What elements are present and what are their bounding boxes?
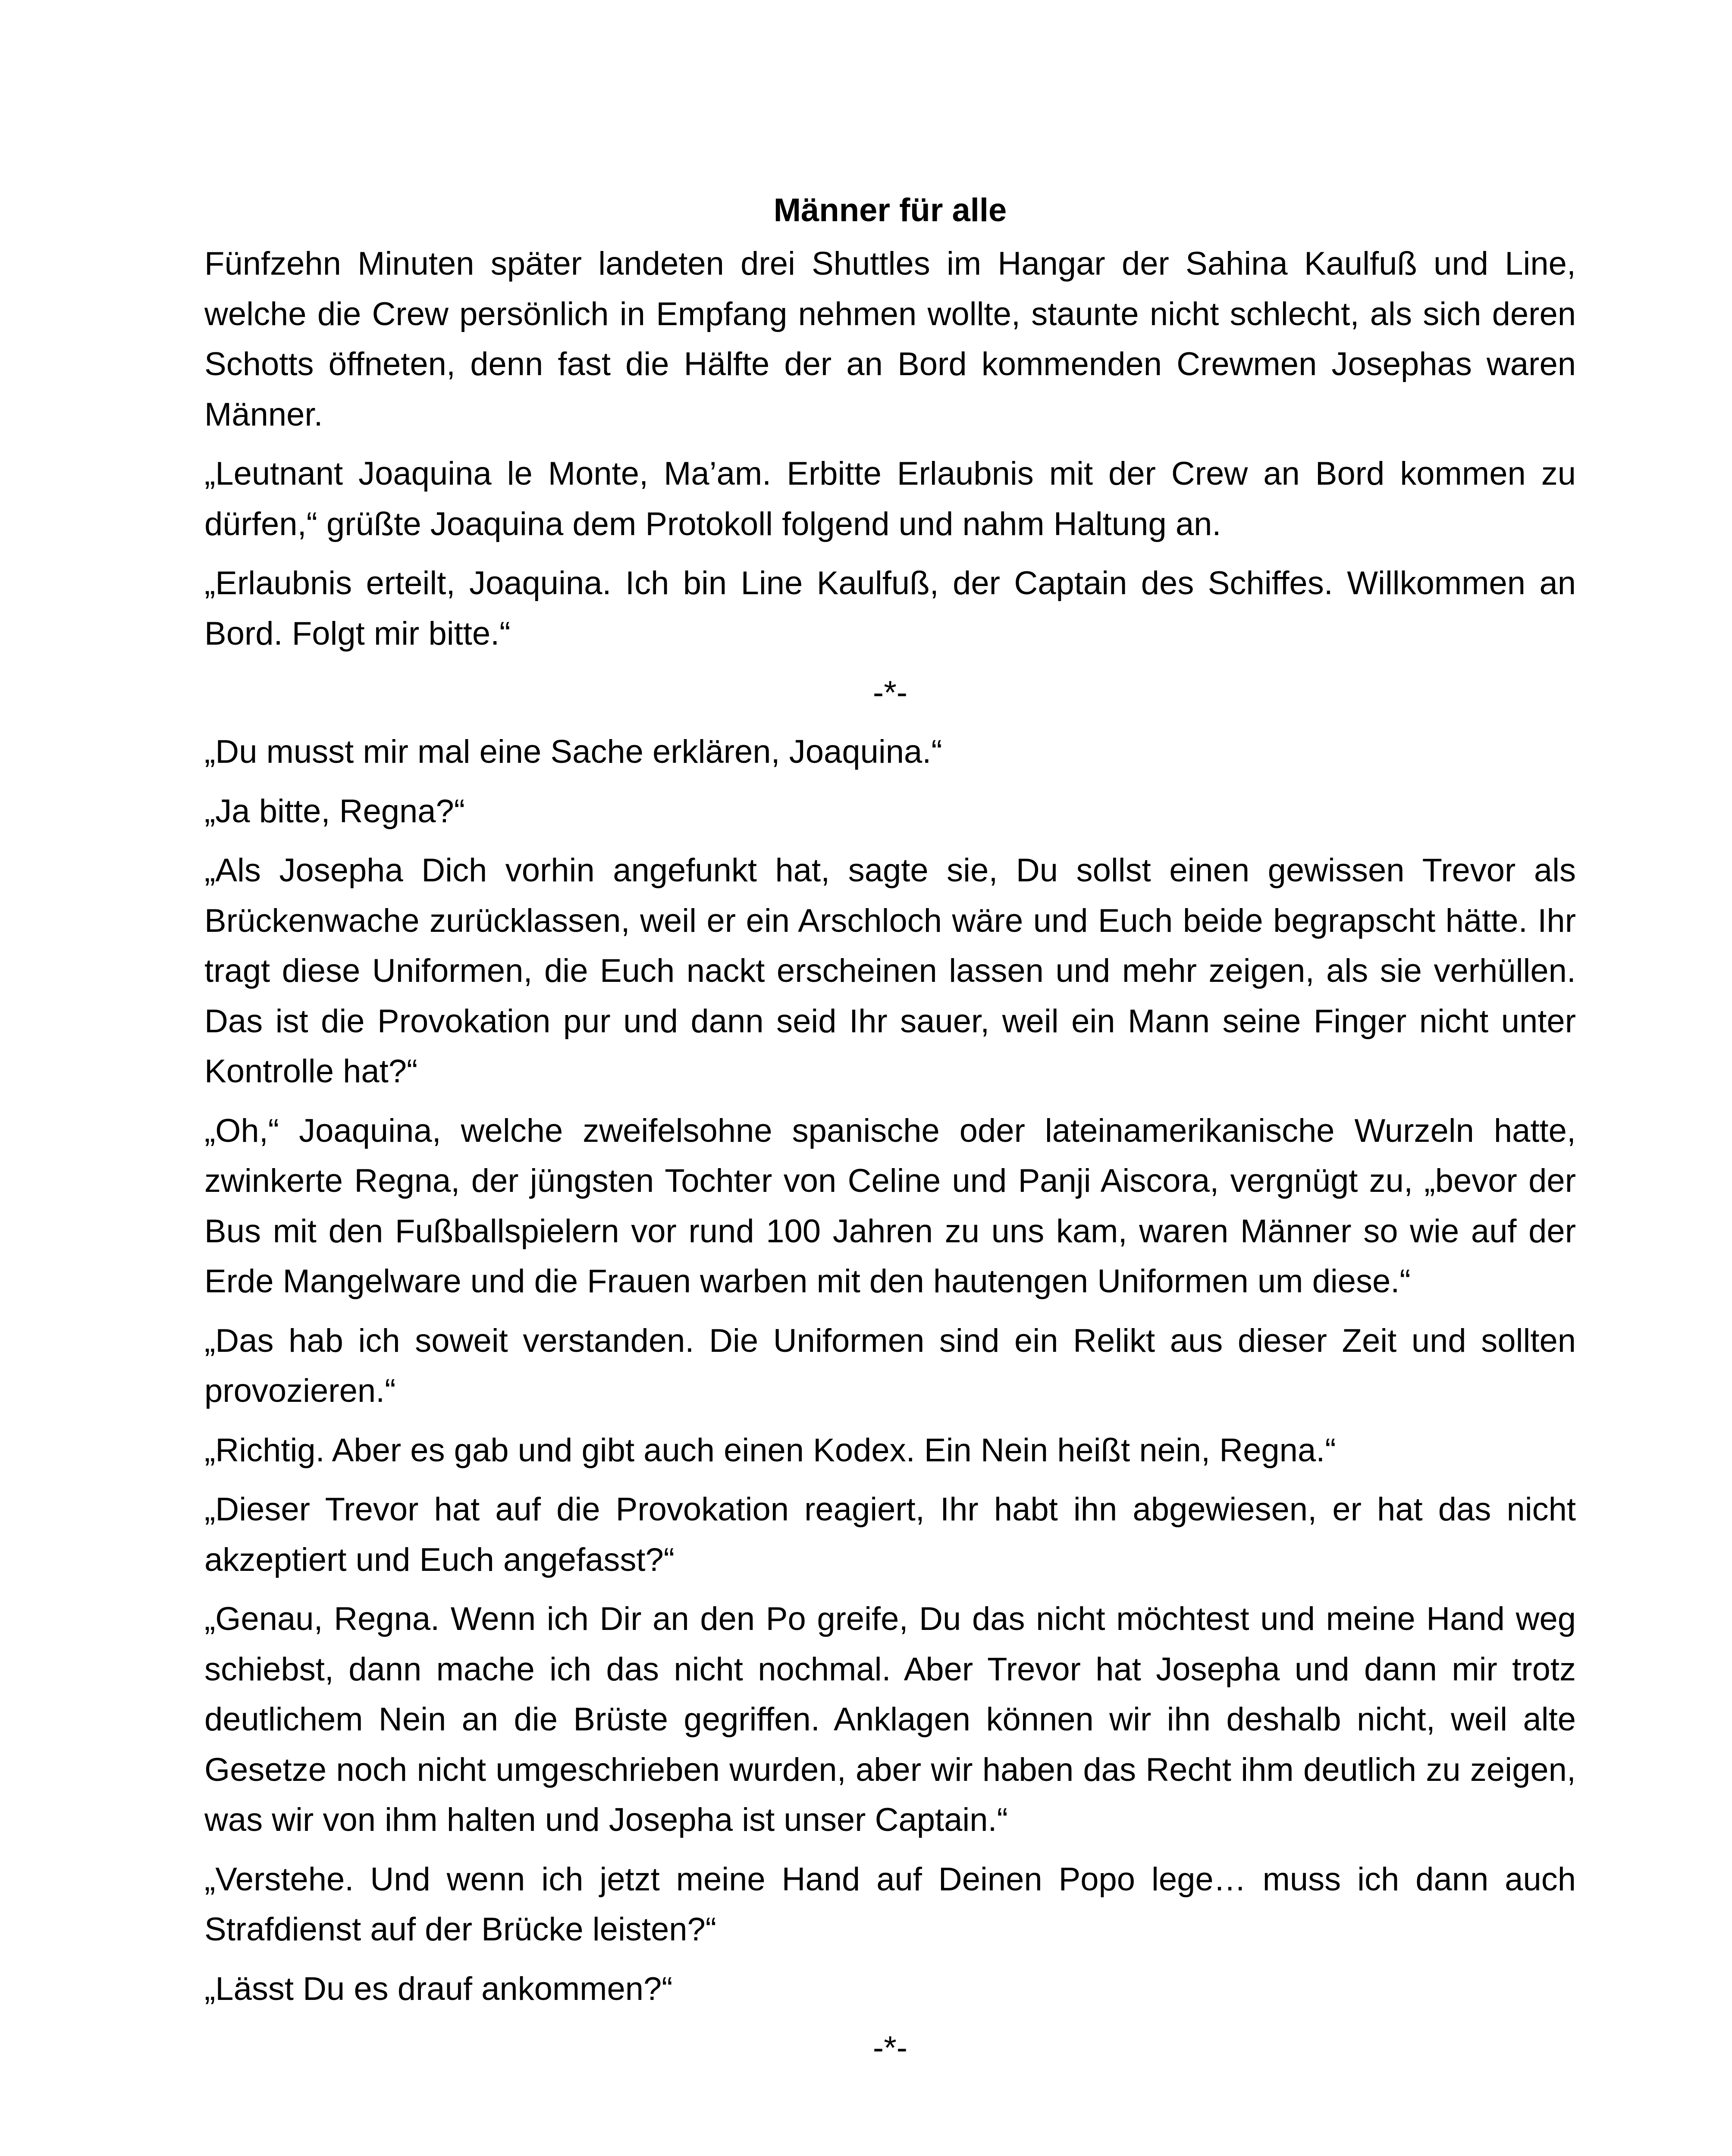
page-content	[204, 185, 1576, 2082]
paragraph: „Ja bitte, Regna?“	[204, 793, 465, 830]
paragraph: „Das hab ich soweit verstanden. Die Uniformen sind ein Relikt aus dieser Zeit und sollten provozieren.“	[204, 1322, 1576, 1409]
paragraph: „Lässt Du es drauf ankommen?“	[204, 1970, 673, 2007]
paragraph: Fünfzehn Minuten später landeten drei Shuttles im Hangar der Sahina Kaulfuß und Line, welche die Crew persönlich in Empfang nehmen wollte, staunte nicht schlecht, als sich deren Schotts öffneten, denn fast die Hälfte der an Bord kommenden Crewmen Josephas waren Männer.	[204, 245, 1576, 433]
scene-separator: -*-	[872, 2030, 908, 2066]
chapter-title: Männer für alle	[773, 192, 1007, 229]
paragraph: „Du musst mir mal eine Sache erklären, Joaquina.“	[204, 733, 942, 770]
paragraph: „Erlaubnis erteilt, Joaquina. Ich bin Line Kaulfuß, der Captain des Schiffes. Willkommen an Bord. Folgt mir bitte.“	[204, 565, 1576, 652]
paragraph: „Oh,“ Joaquina, welche zweifelsohne spanische oder lateinamerikanische Wurzeln hatte, zwinkerte Regna, der jüngsten Tochter von Celine und Panji Aiscora, vergnügt zu, „bevor der Bus mit den Fußballspielern vor rund 100 Jahren zu uns kam, waren Männer so wie auf der Erde Mangelware und die Frauen warben mit den hautengen Uniformen um diese.“	[204, 1112, 1576, 1300]
paragraph: „Als Josepha Dich vorhin angefunkt hat, sagte sie, Du sollst einen gewissen Trevor als Brückenwache zurücklassen, weil er ein Arschloch wäre und Euch beide begrapscht hätte. Ihr tragt diese Uniformen, die Euch nackt erscheinen lassen und mehr zeigen, als sie verhüllen. Das ist die Provokation pur und dann seid Ihr sauer, weil ein Mann seine Finger nicht unter Kontrolle hat?“	[204, 852, 1576, 1090]
paragraph: „Dieser Trevor hat auf die Provokation reagiert, Ihr habt ihn abgewiesen, er hat das nicht akzeptiert und Euch angefasst?“	[204, 1491, 1576, 1578]
paragraph: „Verstehe. Und wenn ich jetzt meine Hand auf Deinen Popo lege… muss ich dann auch Strafdienst auf der Brücke leisten?“	[204, 1861, 1576, 1948]
paragraph: „Leutnant Joaquina le Monte, Ma’am. Erbitte Erlaubnis mit der Crew an Bord kommen zu dürfen,“ grüßte Joaquina dem Protokoll folgend und nahm Haltung an.	[204, 455, 1576, 542]
paragraph: „Richtig. Aber es gab und gibt auch einen Kodex. Ein Nein heißt nein, Regna.“	[204, 1432, 1336, 1469]
scene-separator: -*-	[872, 674, 908, 711]
paragraph: „Genau, Regna. Wenn ich Dir an den Po greife, Du das nicht möchtest und meine Hand weg schiebst, dann mache ich das nicht nochmal. Aber Trevor hat Josepha und dann mir trotz deutlichem Nein an die Brüste gegriffen. Anklagen können wir ihn deshalb nicht, weil alte Gesetze noch nicht umgeschrieben wurden, aber wir haben das Recht ihm deutlich zu zeigen, was wir von ihm halten und Josepha ist unser Captain.“	[204, 1601, 1576, 1838]
